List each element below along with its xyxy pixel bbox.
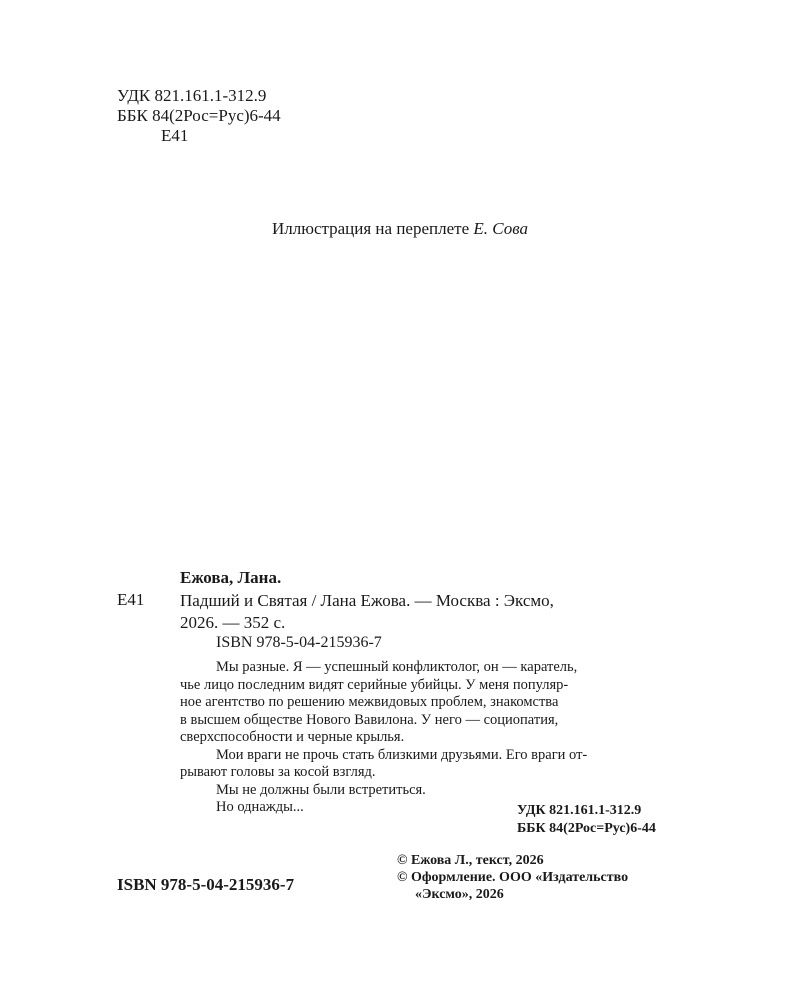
annotation-line: Но однажды...: [216, 799, 304, 815]
record-author: Ежова, Лана.: [180, 568, 282, 587]
udk-code: УДК 821.161.1-312.9: [117, 86, 267, 105]
annotation: [180, 659, 702, 817]
annotation-line: ное агентство по решению межвидовых проблем, знакомства: [180, 694, 559, 710]
record-isbn: ISBN 978-5-04-215936-7: [216, 634, 382, 651]
author-sign: Е41: [161, 126, 189, 145]
top-classification-codes: [117, 86, 281, 146]
record-code: Е41: [117, 590, 145, 609]
record-title-line1: Падший и Святая / Лана Ежова. — Москва : Эксмо,: [180, 591, 554, 610]
annotation-line: Мои враги не прочь стать близкими друзьями. Его враги от-: [216, 746, 588, 763]
record-title: [180, 590, 710, 634]
right-classification-codes: [517, 802, 656, 838]
copyright-design-cont: «Эксмо», 2026: [415, 887, 504, 902]
record-title-line2: 2026. — 352 с.: [180, 613, 286, 632]
copyright-block: [397, 852, 628, 903]
copyright-design: © Оформление. ООО «Издательство: [397, 870, 629, 885]
right-bbk-code: ББК 84(2Рос=Рус)6-44: [517, 821, 656, 836]
illustration-credit: [0, 219, 800, 239]
annotation-line: Мы разные. Я — успешный конфликтолог, он — каратель,: [216, 659, 578, 675]
isbn-bottom: ISBN 978-5-04-215936-7: [117, 875, 295, 894]
copyright-text: © Ежова Л., текст, 2026: [397, 853, 544, 868]
illustration-artist: Е. Сова: [473, 219, 528, 238]
annotation-line: Мы не должны были встретиться.: [216, 781, 426, 798]
bbk-code: ББК 84(2Рос=Рус)6-44: [117, 106, 281, 125]
annotation-line: чье лицо последним видят серийные убийцы. У меня популяр-: [180, 676, 569, 693]
annotation-line: в высшем обществе Нового Вавилона. У него — социопатия,: [180, 711, 559, 728]
illustration-prefix: Иллюстрация на переплете: [272, 219, 470, 238]
annotation-line: сверхспособности и черные крылья.: [180, 729, 405, 745]
annotation-line: рывают головы за косой взгляд.: [180, 764, 376, 780]
right-udk-code: УДК 821.161.1-312.9: [517, 803, 642, 818]
